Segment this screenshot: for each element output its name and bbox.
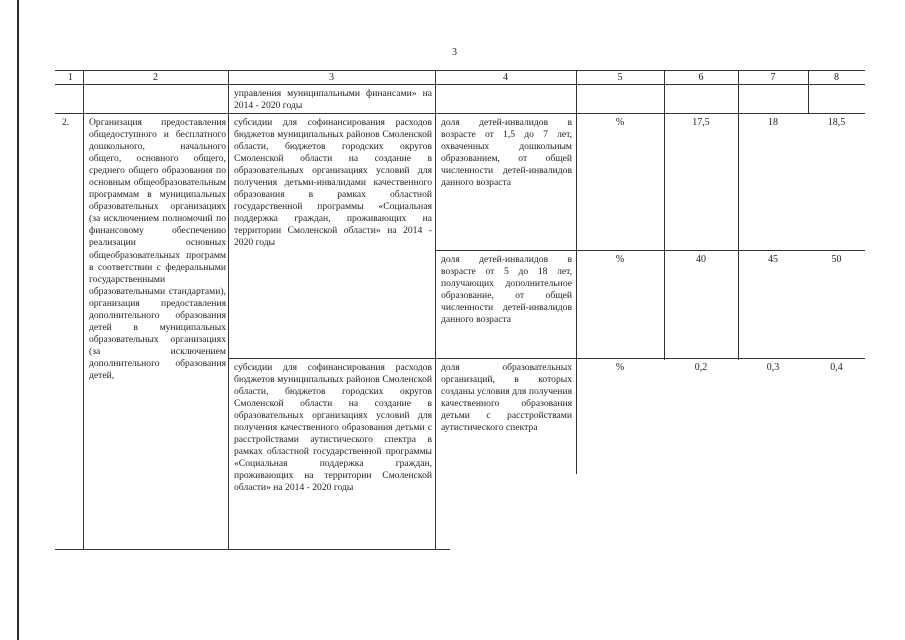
header-col-5: 5: [617, 72, 623, 83]
col-border-3: [435, 70, 436, 550]
page-number: 3: [452, 47, 457, 58]
indicator-3-value-2014: 0,2: [694, 362, 708, 373]
header-col-3: 3: [329, 72, 334, 83]
col-border-6: [738, 70, 739, 360]
header-col-1: 1: [68, 72, 73, 83]
header-col-7: 7: [770, 72, 776, 83]
indicator-1-text: доля детей-инвалидов в возрасте от 1,5 до 7 лет, охваченных дошкольным образованием, от общей численности детей-инвалидов данного возраста: [441, 117, 572, 189]
continued-row-border: [55, 113, 865, 114]
subsidy-divider: [228, 358, 865, 359]
indicator-2-text: доля детей-инвалидов в возрасте от 5 до 18 лет, получающих дополнительное образование, от общей численности детей-инвалидов данного возраста: [441, 254, 572, 326]
header-col-2: 2: [153, 72, 158, 83]
header-col-4: 4: [503, 72, 508, 83]
header-col-6: 6: [698, 72, 704, 83]
table-bottom-border: [55, 549, 450, 550]
table-top-border: [55, 70, 865, 71]
continued-row-text: управления муниципальными финансами» на 2014 - 2020 годы: [234, 88, 432, 112]
indicator-1-unit: %: [615, 117, 625, 128]
col-border-1: [83, 70, 84, 550]
indicator-1-value-2016: 18,5: [827, 117, 846, 128]
indicator-divider: [435, 250, 865, 251]
col-border-2: [228, 70, 229, 550]
col-border-4: [576, 70, 577, 474]
scan-edge: [17, 0, 19, 640]
indicator-2-value-2016: 50: [831, 254, 842, 265]
indicator-3-value-2015: 0,3: [766, 362, 780, 373]
indicator-3-value-2016: 0,4: [830, 362, 843, 373]
header-bottom-border: [55, 84, 865, 85]
col-border-5: [664, 70, 665, 360]
event-name: Организация предоставления общедоступного и бесплатного дошкольного, начального общего, основного общего, среднего общего образования по основным общеобразовательным программам в муниципальных образовательных организациях (за исключением полномочий по финансовому обеспечению реализации основных общеобразовательных программ в соответствии с федеральными государственными образовательными стандартами), организация предоставления дополнительного образования детей в муниципальных образовательных организациях (за исключением дополнительного образования детей,: [89, 117, 226, 381]
subsidy-2-text: субсидии для софинансирования расходов бюджетов муниципальных районов Смоленской области, бюджетов городских округов Смоленской области на создание в образовательных организациях условий для получения качественного образования детьми с расстройствами аутистического спектра в рамках областной государственной программы «Социальная поддержка граждан, проживающих на территории Смоленской области» на 2014 - 2020 годы: [234, 362, 432, 494]
indicator-3-unit: %: [615, 362, 625, 373]
indicator-1-value-2014: 17,5: [692, 117, 710, 128]
row-number: 2.: [62, 117, 70, 128]
indicator-2-value-2014: 40: [696, 254, 706, 265]
header-col-8: 8: [834, 72, 839, 83]
indicator-3-text: доля образовательных организаций, в которых созданы условия для получения качественного образования детьми с расстройствами аутистического спектра: [441, 362, 572, 434]
indicator-2-unit: %: [615, 254, 625, 265]
indicator-2-value-2015: 45: [768, 254, 778, 265]
indicator-1-value-2015: 18: [768, 117, 778, 128]
subsidy-1-text: субсидии для софинансирования расходов бюджетов муниципальных районов Смоленской области, бюджетов городских округов Смоленской области на создание в образовательных организациях условий для получения детьми-инвалидами качественного образования в рамках областной государственной программы «Социальная поддержка граждан, проживающих на территории Смоленской области» на 2014 - 2020 годы: [234, 117, 432, 249]
